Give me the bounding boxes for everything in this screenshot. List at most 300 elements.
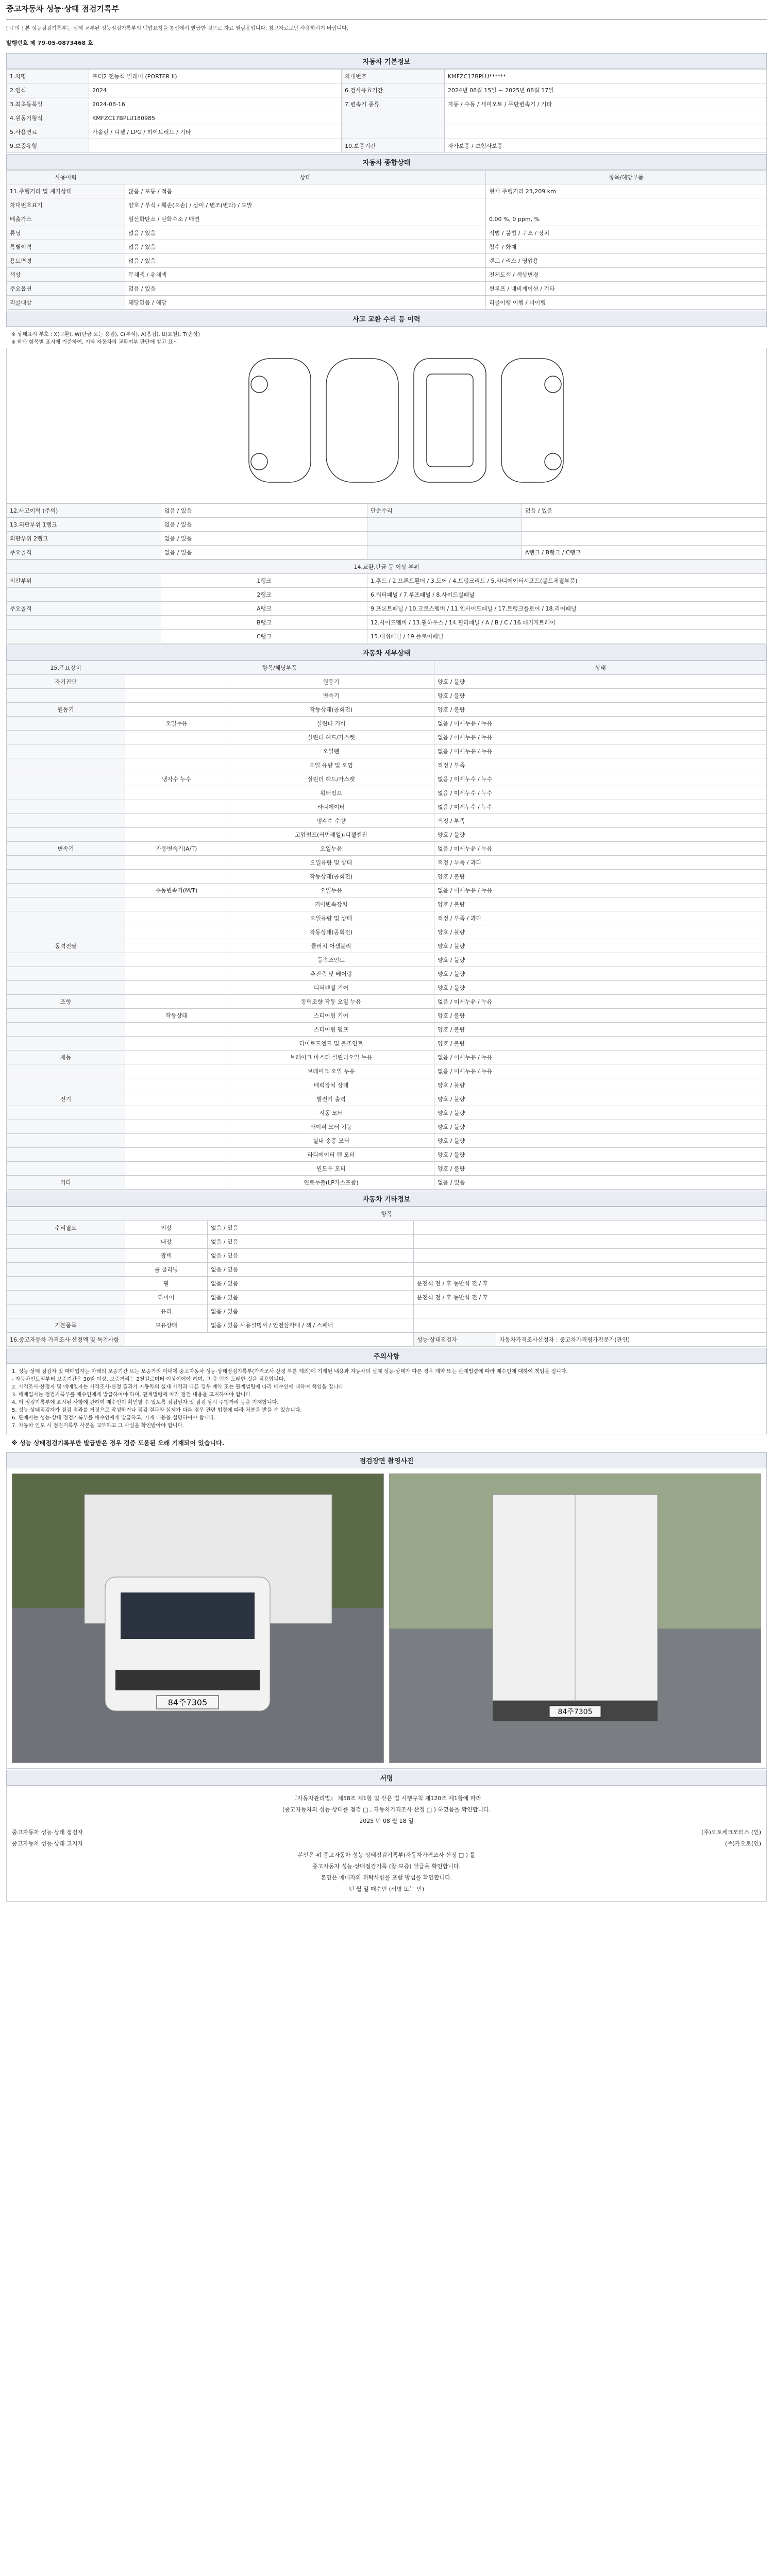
table-row — [7, 1291, 767, 1304]
field-label: 7.변속기 종류 — [342, 97, 445, 111]
row-value: 없음 / 있음 — [161, 504, 367, 518]
device-item: 타이로드엔드 및 볼조인트 — [228, 1037, 434, 1050]
device-group — [7, 1162, 125, 1176]
device-item: 오일누유 — [228, 842, 434, 856]
device-group — [7, 925, 125, 939]
device-group — [7, 1134, 125, 1148]
caution-item: 7. 자동차 인도 시 점검기록부 사본을 교부하고 그 사실을 확인받아야 합니다. — [12, 1423, 184, 1429]
device-item: 오일유량 및 상태 — [228, 856, 434, 870]
device-subgroup — [125, 953, 228, 967]
table-row — [7, 139, 767, 153]
other-group — [7, 1235, 125, 1249]
part-rank: 1랭크 — [161, 574, 367, 588]
device-subgroup — [125, 856, 228, 870]
document-title: 중고자동차 성능·상태 점검기록부 — [6, 0, 767, 20]
field-label: 3.최초등록일 — [7, 97, 89, 111]
other-extra — [414, 1249, 767, 1263]
device-group — [7, 717, 125, 731]
device-subgroup — [125, 911, 228, 925]
device-item: 오일팬 — [228, 744, 434, 758]
device-group — [7, 731, 125, 744]
device-subgroup — [125, 1162, 228, 1176]
other-state: 없음 / 있음 — [208, 1277, 414, 1291]
front-plate-text: 84주7305 — [167, 1698, 208, 1707]
device-group: 전기 — [7, 1092, 125, 1106]
table-row — [7, 758, 767, 772]
other-group — [7, 1277, 125, 1291]
car-diagram — [6, 348, 767, 503]
device-subgroup — [125, 897, 228, 911]
table-row — [7, 1263, 767, 1277]
device-subgroup: 오일누유 — [125, 717, 228, 731]
row-state: 없음 / 있음 — [125, 240, 486, 254]
table-row — [7, 616, 767, 630]
other-state: 없음 / 있음 — [208, 1249, 414, 1263]
device-state: 없음 / 미세누유 / 누유 — [434, 744, 767, 758]
device-subgroup — [125, 1134, 228, 1148]
other-item: 룸 클리닝 — [125, 1263, 208, 1277]
photos-section-title: 점검장면 촬영사진 — [6, 1452, 767, 1468]
device-state: 없음 / 미세누유 / 누유 — [434, 842, 767, 856]
device-item: 오일누유 — [228, 884, 434, 897]
device-state: 없음 / 미세누유 / 누유 — [434, 884, 767, 897]
table-row — [7, 70, 767, 83]
device-group — [7, 814, 125, 828]
table-row — [7, 282, 767, 296]
device-group: 동력전달 — [7, 939, 125, 953]
table-row — [7, 546, 767, 560]
device-subgroup — [125, 1148, 228, 1162]
price-mid-label: 성능·상태점검자 — [414, 1333, 496, 1347]
field-label: 10.보증기간 — [342, 139, 445, 153]
field-value — [445, 125, 767, 139]
device-subgroup — [125, 731, 228, 744]
row-detail: 썬루프 / 네비게이션 / 기타 — [486, 282, 767, 296]
car-right-side — [501, 359, 563, 482]
table-row — [7, 967, 767, 981]
wheel-icon — [251, 376, 267, 393]
row-label: 12.사고이력 (주의) — [7, 504, 161, 518]
device-subgroup — [125, 828, 228, 842]
other-state: 없음 / 있음 — [208, 1304, 414, 1318]
device-group — [7, 1078, 125, 1092]
device-group: 원동기 — [7, 703, 125, 717]
field-value — [445, 111, 767, 125]
device-state: 없음 / 있음 — [434, 1176, 767, 1190]
device-item: 브레이크 마스터 실린더오일 누유 — [228, 1050, 434, 1064]
row-label: 튜닝 — [7, 226, 125, 240]
device-group — [7, 786, 125, 800]
device-item: 스티어링 펌프 — [228, 1023, 434, 1037]
device-subgroup — [125, 1176, 228, 1190]
cautions-section-title: 주의사항 — [6, 1348, 767, 1364]
table-row — [7, 1050, 767, 1064]
device-group — [7, 1064, 125, 1078]
table-row — [7, 1009, 767, 1023]
table-row — [7, 1221, 767, 1235]
row-label — [367, 532, 522, 546]
part-rank: 2랭크 — [161, 588, 367, 602]
field-label — [342, 125, 445, 139]
row-label: 주요골격 — [7, 546, 161, 560]
other-table — [6, 1207, 767, 1332]
other-state: 없음 / 있음 — [208, 1291, 414, 1304]
table-row — [7, 111, 767, 125]
row-label — [367, 518, 522, 532]
table-row — [7, 532, 767, 546]
row-value: 없음 / 있음 — [522, 504, 767, 518]
table-row — [7, 856, 767, 870]
other-item: 광택 — [125, 1249, 208, 1263]
table-row — [7, 703, 767, 717]
table-row — [7, 1078, 767, 1092]
device-item: 작동상태(공회전) — [228, 925, 434, 939]
field-label: 6.검사유효기간 — [342, 83, 445, 97]
device-subgroup — [125, 1078, 228, 1092]
row-state: 무채색 / 유채색 — [125, 268, 486, 282]
device-group — [7, 828, 125, 842]
wheel-icon — [251, 453, 267, 470]
device-group: 자기진단 — [7, 675, 125, 689]
detail-header-item: 항목/해당부품 — [125, 661, 434, 675]
device-group — [7, 1120, 125, 1134]
device-item: 워터펌프 — [228, 786, 434, 800]
table-row — [7, 212, 767, 226]
table-row — [7, 254, 767, 268]
general-section-title: 자동차 종합상태 — [6, 154, 767, 170]
table-row — [7, 1092, 767, 1106]
part-group — [7, 588, 161, 602]
field-label: 1.차명 — [7, 70, 89, 83]
table-row — [7, 1304, 767, 1318]
device-item: 실린더 헤드/가스켓 — [228, 772, 434, 786]
device-subgroup — [125, 689, 228, 703]
device-group — [7, 884, 125, 897]
table-row — [7, 939, 767, 953]
row-state: 양호 / 부식 / 훼손(오손) / 상이 / 변조(변타) / 도말 — [125, 198, 486, 212]
other-extra — [414, 1304, 767, 1318]
field-value — [89, 139, 342, 153]
table-row — [7, 897, 767, 911]
price-value: 자동차가격조사산정자 : 중고차가격평가전문가(관인) — [496, 1333, 767, 1347]
table-row — [7, 689, 767, 703]
other-state: 없음 / 있음 사용설명서 / 안전삼각대 / 잭 / 스패너 — [208, 1318, 414, 1332]
device-item: 냉각수 수량 — [228, 814, 434, 828]
table-row — [7, 1037, 767, 1050]
accident-legend: ※ 상태표시 부호 : X(교환), W(판금 또는 용접), C(부식), A(흠집), U(요철), T(손상) ※ 하단 항목별 표시에 기준하여, 기타 자동차의 교환여부 판단에 참고 표시 — [11, 332, 200, 345]
device-state: 양호 / 불량 — [434, 1037, 767, 1050]
device-state: 없음 / 미세누유 / 누유 — [434, 717, 767, 731]
detail-header-state: 상태 — [434, 661, 767, 675]
device-subgroup — [125, 1064, 228, 1078]
table-row — [7, 731, 767, 744]
table-row — [7, 574, 767, 588]
row-value: 없음 / 있음 — [161, 518, 367, 532]
part-rank: C랭크 — [161, 630, 367, 643]
device-subgroup: 자동변속기(A/T) — [125, 842, 228, 856]
device-group — [7, 953, 125, 967]
table-row — [7, 995, 767, 1009]
caution-item: - 자동차인도일부터 보증기간은 30일 이상, 보증거리는 2천킬로미터 이상이어야 하며, 그 중 먼저 도래한 것을 적용합니다. — [12, 1377, 285, 1382]
table-row — [7, 1106, 767, 1120]
table-row — [7, 226, 767, 240]
field-label: 5.사용연료 — [7, 125, 89, 139]
device-group — [7, 1037, 125, 1050]
row-detail: 0.00 %, 0 ppm, % — [486, 212, 767, 226]
field-value: 포터2 전동식 빌레미 (PORTER II) — [89, 70, 342, 83]
table-row — [7, 1148, 767, 1162]
caution-item: 5. 성능·상태점검자가 점검 결과를 거짓으로 작성하거나 점검 결과와 실제가 다른 경우 관련 법령에 따라 처분을 받을 수 있습니다. — [12, 1408, 302, 1413]
table-row — [7, 1318, 767, 1332]
field-label: 차대번호 — [342, 70, 445, 83]
device-state: 양호 / 불량 — [434, 870, 767, 884]
part-items: 1.후드 / 2.프론트휀더 / 3.도어 / 4.트렁크리드 / 5.라디에이터서포트(볼트체결부품) — [367, 574, 767, 588]
row-label: 용도변경 — [7, 254, 125, 268]
device-item: 고압펌프(커먼레일)-디젤엔진 — [228, 828, 434, 842]
device-subgroup — [125, 800, 228, 814]
device-state: 양호 / 불량 — [434, 1023, 767, 1037]
table-row — [7, 296, 767, 310]
other-item: 보유상태 — [125, 1318, 208, 1332]
device-state: 양호 / 불량 — [434, 1092, 767, 1106]
device-subgroup: 냉각수 누수 — [125, 772, 228, 786]
parts-header: 14.교환,판금 등 이상 부위 — [7, 560, 767, 574]
caution-item: 1. 성능·상태 점검자 및 매매업자는 아래의 보증기간 또는 보증거리 이내에 중고자동차 성능·상태점검기록부(가격조사·산정 부분 제외)에 기재된 내용과 자동차의 실제 성능·상태가 다른 경우 계약 또는 관계법령에 따라 매수인에 대하여 책임을 집니다. — [12, 1369, 568, 1375]
field-label: 9.보증유형 — [7, 139, 89, 153]
detail-section-title: 자동차 세부상태 — [6, 645, 767, 660]
wheel-icon — [545, 376, 561, 393]
device-state: 없음 / 미세누유 / 누유 — [434, 1050, 767, 1064]
device-state: 양호 / 불량 — [434, 1148, 767, 1162]
device-state: 양호 / 불량 — [434, 925, 767, 939]
device-subgroup — [125, 967, 228, 981]
device-item: 실린더 커버 — [228, 717, 434, 731]
table-row — [7, 1134, 767, 1148]
field-value: 자가보증 / 보험사보증 — [445, 139, 767, 153]
part-items: 6.쿼터패널 / 7.루프패널 / 8.사이드실패널 — [367, 588, 767, 602]
table-row — [7, 97, 767, 111]
device-state: 양호 / 불량 — [434, 675, 767, 689]
device-state: 없음 / 미세누유 / 누유 — [434, 1064, 767, 1078]
device-state: 없음 / 미세누유 / 누유 — [434, 731, 767, 744]
other-group — [7, 1291, 125, 1304]
device-subgroup — [125, 758, 228, 772]
device-group — [7, 870, 125, 884]
detail-table — [6, 660, 767, 1190]
row-state: 없음 / 있음 — [125, 254, 486, 268]
row-label: 차대번호표기 — [7, 198, 125, 212]
part-rank: A랭크 — [161, 602, 367, 616]
device-state: 없음 / 미세누유 / 누유 — [434, 995, 767, 1009]
device-state: 양호 / 불량 — [434, 1120, 767, 1134]
signature-block: 『자동차관리법』 제58조 제1항 및 같은 법 시행규칙 제120조 제1항에 따라 (중고자동차의 성능·상태를 점검 □ , 자동차가격조사·산정 □ ) 하였음을 확인합니다. 2025 년 08 월 18 일 중고자동차 성능·상태 점검자 (주)오토체크모터스 (인) 중고자동차 성능·상태 고지자 (주)카오토(인) 본인은 위 중고자동차 성능·상태점검기록부(자동차가격조사·산정 □ ) 를 중고자동차 성능·상태점검기록 (참 보증) 발급을 확인합니다. 본인은 매매자의 위탁사항을 포함 방법을 확인합니다. 년 월 일 매수인 (서명 또는 인) — [6, 1786, 767, 1902]
other-item: 내장 — [125, 1235, 208, 1249]
device-item: 작동상태(공회전) — [228, 703, 434, 717]
rear-photo — [389, 1473, 761, 1763]
row-label: 외판부위 2랭크 — [7, 532, 161, 546]
device-subgroup — [125, 1106, 228, 1120]
device-item: 추진축 및 베어링 — [228, 967, 434, 981]
table-row — [7, 842, 767, 856]
device-state: 적정 / 부족 / 과다 — [434, 856, 767, 870]
row-label: 리콜대상 — [7, 296, 125, 310]
device-item: 시동 모터 — [228, 1106, 434, 1120]
general-header-state: 상태 — [125, 171, 486, 184]
device-group — [7, 772, 125, 786]
device-item: 실내 송풍 모터 — [228, 1134, 434, 1148]
other-item: 휠 — [125, 1277, 208, 1291]
other-section-title: 자동차 기타정보 — [6, 1191, 767, 1207]
device-state: 양호 / 불량 — [434, 1162, 767, 1176]
other-group — [7, 1249, 125, 1263]
table-row — [7, 630, 767, 643]
device-subgroup — [125, 1120, 228, 1134]
device-item: 기어변속장치 — [228, 897, 434, 911]
table-row — [7, 184, 767, 198]
part-items: 15.대쉬패널 / 19.플로어패널 — [367, 630, 767, 643]
general-table — [6, 170, 767, 310]
device-state: 양호 / 불량 — [434, 689, 767, 703]
other-item: 외장 — [125, 1221, 208, 1235]
device-state: 양호 / 불량 — [434, 897, 767, 911]
table-row — [7, 870, 767, 884]
device-item: 동력조향 작동 오일 누유 — [228, 995, 434, 1009]
table-row — [7, 675, 767, 689]
device-subgroup: 수동변속기(M/T) — [125, 884, 228, 897]
device-state: 양호 / 불량 — [434, 1134, 767, 1148]
device-group — [7, 744, 125, 758]
field-value: 가솔린 / 디젤 / LPG / 하이브리드 / 기타 — [89, 125, 342, 139]
row-label — [367, 546, 522, 560]
doc-number: 발행번호 제 79-05-0873468 호 — [6, 40, 93, 46]
row-value — [522, 532, 767, 546]
part-group — [7, 616, 161, 630]
part-items: 9.프론트패널 / 10.크로스멤버 / 11.인사이드패널 / 17.트렁크플로어 / 18.리어패널 — [367, 602, 767, 616]
device-subgroup — [125, 981, 228, 995]
table-row — [7, 953, 767, 967]
device-group — [7, 800, 125, 814]
device-item: 오일 유량 및 오염 — [228, 758, 434, 772]
field-value: KMFZC17BPLU180985 — [89, 111, 342, 125]
device-state: 적정 / 부족 / 과다 — [434, 911, 767, 925]
other-group: 수리필요 — [7, 1221, 125, 1235]
row-state: 일산화탄소 / 탄화수소 / 매연 — [125, 212, 486, 226]
caution-item: 6. 판매자는 성능·상태 점검기록부를 매수인에게 발급하고, 기재 내용을 설명하여야 합니다. — [12, 1415, 216, 1421]
other-item: 유리 — [125, 1304, 208, 1318]
device-subgroup — [125, 814, 228, 828]
sign-date: 2025 년 08 월 18 일 — [359, 1818, 414, 1824]
device-item: 라디에이터 팬 모터 — [228, 1148, 434, 1162]
row-detail: 전체도색 / 색상변경 — [486, 268, 767, 282]
table-row — [7, 198, 767, 212]
device-group — [7, 897, 125, 911]
device-group — [7, 758, 125, 772]
row-detail: 적법 / 불법 / 구조 / 장치 — [486, 226, 767, 240]
car-outline-diagram — [7, 348, 767, 503]
device-state: 양호 / 불량 — [434, 953, 767, 967]
field-label: 2.연식 — [7, 83, 89, 97]
device-state: 양호 / 불량 — [434, 967, 767, 981]
device-state: 없음 / 미세누수 / 누수 — [434, 772, 767, 786]
accident-section-title: 사고 교환 수리 등 이력 — [6, 311, 767, 327]
row-value: 없음 / 있음 — [161, 532, 367, 546]
device-state: 양호 / 불량 — [434, 828, 767, 842]
other-extra — [414, 1221, 767, 1235]
wheel-icon — [545, 453, 561, 470]
row-detail: 렌트 / 리스 / 영업용 — [486, 254, 767, 268]
device-group — [7, 1023, 125, 1037]
part-group — [7, 630, 161, 643]
device-item: 발전기 출력 — [228, 1092, 434, 1106]
other-state: 없음 / 있음 — [208, 1235, 414, 1249]
field-value: 2024-08-16 — [89, 97, 342, 111]
row-state: 많음 / 보통 / 적음 — [125, 184, 486, 198]
photo-gallery — [6, 1468, 767, 1769]
table-row — [7, 717, 767, 731]
table-row — [7, 504, 767, 518]
device-group — [7, 689, 125, 703]
row-detail — [486, 198, 767, 212]
other-group — [7, 1263, 125, 1277]
document — [6, 0, 767, 1902]
table-row — [7, 786, 767, 800]
device-item: 스티어링 기어 — [228, 1009, 434, 1023]
other-extra: 운전석 전 / 후 동반석 전 / 후 — [414, 1277, 767, 1291]
row-detail: 침수 / 화재 — [486, 240, 767, 254]
table-row — [7, 602, 767, 616]
row-label: 주요옵션 — [7, 282, 125, 296]
device-state: 없음 / 미세누수 / 누수 — [434, 786, 767, 800]
device-item: 작동상태(공회전) — [228, 870, 434, 884]
other-state: 없음 / 있음 — [208, 1263, 414, 1277]
device-group — [7, 981, 125, 995]
device-group: 제동 — [7, 1050, 125, 1064]
other-extra — [414, 1263, 767, 1277]
table-row — [7, 814, 767, 828]
device-item: 윈도우 모터 — [228, 1162, 434, 1176]
row-value: 없음 / 있음 — [161, 546, 367, 560]
device-state: 양호 / 불량 — [434, 1009, 767, 1023]
car-left-side — [249, 359, 311, 482]
device-subgroup — [125, 925, 228, 939]
basic-table — [6, 69, 767, 153]
car-frame-view — [414, 359, 486, 482]
row-label: 배출가스 — [7, 212, 125, 226]
table-row — [7, 925, 767, 939]
table-row — [7, 240, 767, 254]
device-group — [7, 911, 125, 925]
device-state: 적정 / 부족 — [434, 814, 767, 828]
table-row — [7, 1235, 767, 1249]
device-item: 연료누출(LP가스포함) — [228, 1176, 434, 1190]
device-item: 와이퍼 모터 기능 — [228, 1120, 434, 1134]
part-items: 12.사이드멤버 / 13.휠하우스 / 14.필러패널 / A / B / C / 16.패키지트레이 — [367, 616, 767, 630]
device-group — [7, 967, 125, 981]
other-header: 항목 — [7, 1207, 767, 1221]
field-value: 2024 — [89, 83, 342, 97]
device-item: 브레이크 오일 누유 — [228, 1064, 434, 1078]
sign-section-title: 서명 — [6, 1770, 767, 1786]
device-group — [7, 1106, 125, 1120]
general-header-use: 사용이력 — [7, 171, 125, 184]
device-subgroup — [125, 1092, 228, 1106]
table-row — [7, 800, 767, 814]
caution-item: 4. 이 점검기록부에 표시된 사항에 관하여 매수인이 확인할 수 있도록 점검일자 및 점검 당시 주행거리 등을 기재합니다. — [12, 1400, 279, 1405]
device-group: 기타 — [7, 1176, 125, 1190]
row-label: 11.주행거리 및 계기상태 — [7, 184, 125, 198]
device-item: 배력장치 상태 — [228, 1078, 434, 1092]
other-group: 기본품목 — [7, 1318, 125, 1332]
